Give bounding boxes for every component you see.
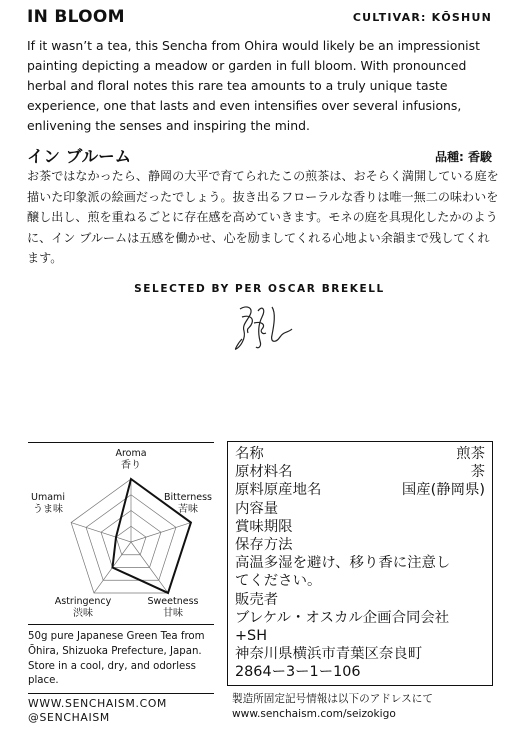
spec-label: 名称 <box>235 446 264 462</box>
radar-axis-label-en: Aroma <box>115 448 147 459</box>
spec-row-material <box>235 463 485 481</box>
radar-axis-label-jp: 甘味 <box>163 608 183 619</box>
radar-spoke <box>131 523 191 542</box>
spec-address-line: 2864ー3ー1ー106 <box>235 664 361 681</box>
spec-row-origin <box>235 481 485 499</box>
manufacturer-note: 製造所固定記号情報は以下のアドレスにて <box>232 693 433 705</box>
japanese-title: イン ブルーム <box>27 147 132 166</box>
cultivar-label: CULTIVAR: KŌSHUN <box>352 11 492 24</box>
social-handle[interactable]: @SENCHAISM <box>28 711 110 724</box>
spec-value: 国産(静岡県) <box>401 482 485 499</box>
left-panel-mid-rule <box>28 624 214 625</box>
japanese-description: お茶ではなかったら、静岡の大平で育てられたこの煎茶は、おそらく満開している庭を描いた印象派の絵画だったでしょう。抜き出るフローラルな香りは唯一無二の味わいを醸し出し、煎を重ねるごとに存在感を高めていきます。モネの庭を具現化したかのように、イン ブルームは五感を働かせ、心を励ましてくれる心地よい余韻まで残してくれます。 <box>27 169 499 265</box>
spec-seller-line: +SH <box>235 628 268 645</box>
manufacturer-block <box>232 692 433 721</box>
spec-storage-line: 高温多湿を避け、移り香に注意し <box>235 555 451 572</box>
spec-value: 茶 <box>470 464 485 481</box>
spec-value: 煎茶 <box>456 446 485 462</box>
spec-address-line: 神奈川県横浜市青葉区奈良町 <box>235 646 423 663</box>
radar-axis-label-jp: 渋味 <box>73 608 93 619</box>
selected-by-credit: SELECTED BY PER OSCAR BREKELL <box>134 283 385 295</box>
radar-axis-label-en: Sweetness <box>147 596 199 607</box>
spec-row-seller-label: 販売者 <box>235 591 279 608</box>
japanese-cultivar-label: 品種: 香駿 <box>435 150 492 164</box>
radar-axis-label-jp: 苦味 <box>178 504 198 515</box>
spec-row-volume: 内容量 <box>235 500 279 517</box>
spec-seller-line: ブレケル・オスカル企画合同会社 <box>235 609 450 626</box>
radar-axis-label-en: Bitterness <box>164 492 212 503</box>
flavor-radar-chart <box>28 444 213 622</box>
left-panel-top-rule <box>28 442 214 443</box>
spec-row-storage-label: 保存方法 <box>235 537 293 554</box>
english-description: If it wasn’t a tea, this Sencha from Ohira would likely be an impressionist painting depicting a meadow or garden in full bloom. With pronounced herbal and floral notes this rare tea amounts to a truly unique taste experience, one that lasts and even intensifies over several infusions, enlivening the senses and inspiring the mind. <box>27 38 480 133</box>
radar-axis-label-en: Umami <box>31 492 65 503</box>
spec-storage-line: てください。 <box>235 573 322 590</box>
spec-label: 原材料名 <box>235 464 293 481</box>
website-link[interactable]: WWW.SENCHAISM.COM <box>28 697 168 710</box>
product-description: 50g pure Japanese Green Tea from Ōhira, Shizuoka Prefecture, Japan. Store in a cool, dry, and odorless place. <box>28 631 205 687</box>
radar-axis-label-en: Astringency <box>54 596 112 607</box>
radar-axis-label-jp: 香り <box>121 460 141 471</box>
spec-row-expiry: 賞味期限 <box>235 518 293 535</box>
radar-axis-label-jp: うま味 <box>33 504 63 515</box>
radar-spoke <box>71 523 131 542</box>
food-label-table <box>227 441 493 686</box>
spec-label: 原料原産地名 <box>235 482 322 499</box>
signature-icon <box>232 303 296 355</box>
left-panel-bottom-rule <box>28 693 214 694</box>
spec-row-name <box>235 445 485 463</box>
manufacturer-url[interactable]: www.senchaism.com/seizokigo <box>232 707 396 720</box>
contact-block <box>28 697 167 725</box>
product-title: IN BLOOM <box>27 7 125 27</box>
